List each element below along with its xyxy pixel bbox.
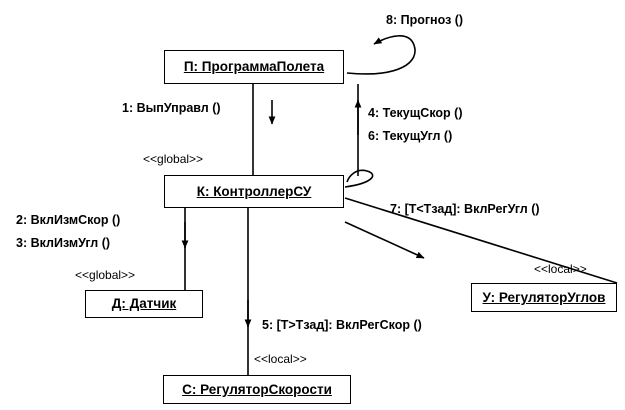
message-label-7: 7: [T<Тзад]: ВклРегУгл () <box>390 202 540 216</box>
node-angle-regulator[interactable] <box>471 283 617 312</box>
stereotype-global-sensor: <<global>> <box>75 268 136 282</box>
message-label-4: 4: ТекущСкор () <box>368 106 463 120</box>
node-sensor-label: Д: Датчик <box>111 296 177 312</box>
node-speed-regulator[interactable] <box>163 375 351 404</box>
message-label-5: 5: [T>Тзад]: ВклРегСкор () <box>262 318 422 332</box>
node-flight-program[interactable] <box>164 50 344 84</box>
node-controller-label: К: КонтроллерСУ <box>196 183 312 199</box>
message-label-3: 3: ВклИзмУгл () <box>16 236 111 250</box>
node-sensor[interactable] <box>85 290 203 318</box>
stereotype-global-controller: <<global>> <box>143 152 204 166</box>
message-label-8: 8: Прогноз () <box>386 13 464 27</box>
node-speed-regulator-label: С: РегуляторСкорости <box>182 381 332 397</box>
node-flight-program-label: П: ПрограммаПолета <box>183 59 325 75</box>
node-controller[interactable] <box>164 175 344 208</box>
message-label-1: 1: ВыпУправл () <box>122 101 221 115</box>
node-angle-regulator-label: У: РегуляторУглов <box>482 289 606 305</box>
message-label-6: 6: ТекущУгл () <box>368 129 453 143</box>
stereotype-local-speed-regulator: <<local>> <box>254 352 307 366</box>
stereotype-local-angle-regulator: <<local>> <box>534 262 587 276</box>
message-label-2: 2: ВклИзмСкор () <box>16 213 121 227</box>
